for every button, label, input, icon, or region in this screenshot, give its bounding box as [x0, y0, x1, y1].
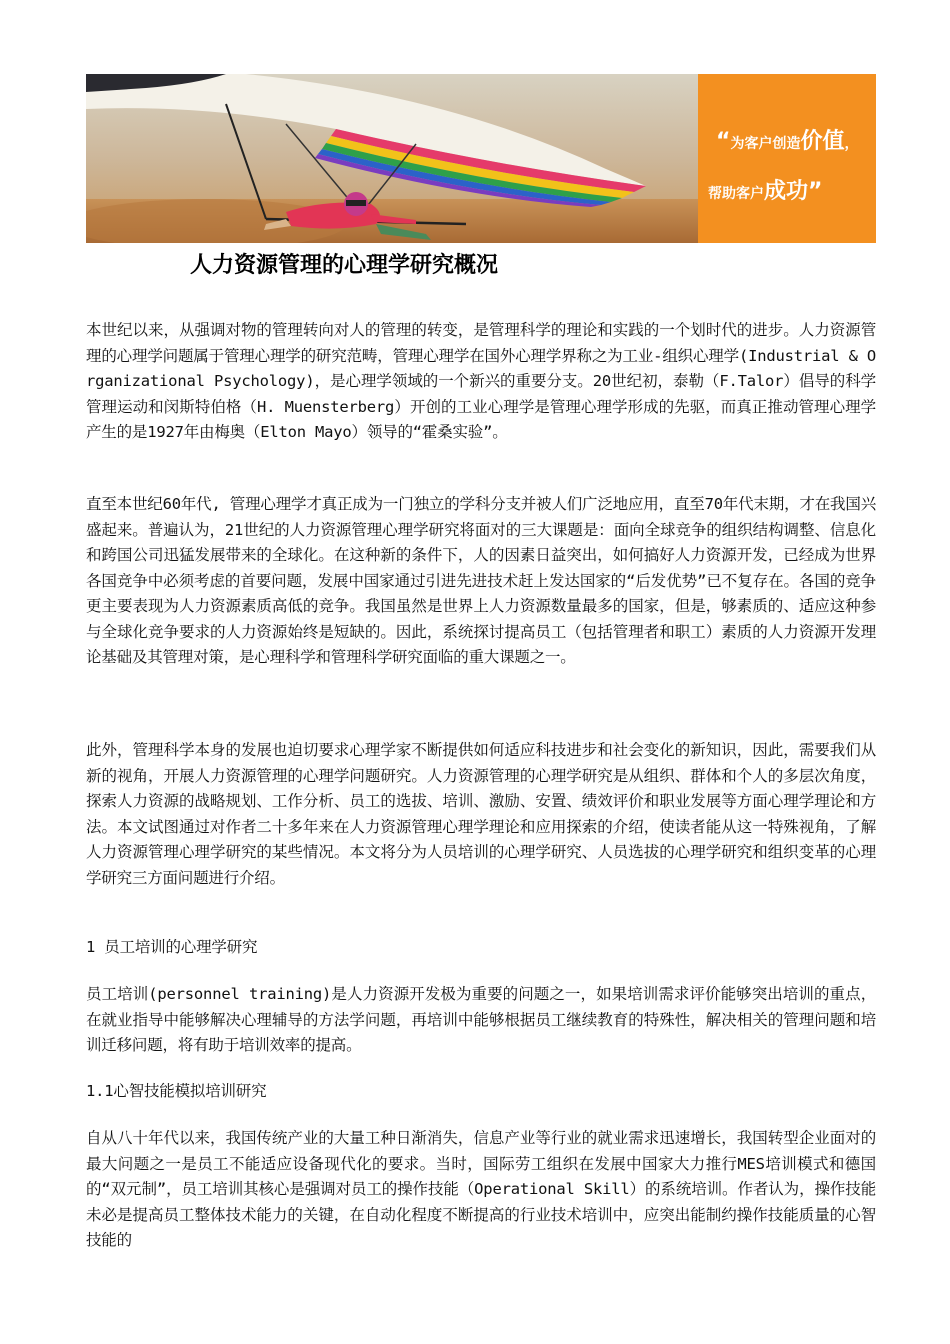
hang-glider-photo: [86, 74, 698, 243]
header-banner: [86, 74, 876, 243]
paragraph-overview: 此外，管理科学本身的发展也迫切要求心理学家不断提供如何适应科技进步和社会变化的新知识，因此，需要我们从新的视角，开展人力资源管理的心理学问题研究。人力资源管理的心理学研究是从组织、群体和个人的多层次角度，探索人力资源的战略规划、工作分析、员工的选拔、培训、激励、安置、绩效评价和职业发展等方面心理学理论和方法。本文试图通过对作者二十多年来在人力资源管理心理学理论和应用探索的介绍，使读者能从这一特殊视角，了解人力资源管理心理学研究的某些情况。本文将分为人员培训的心理学研究、人员选拔的心理学研究和组织变革的心理学研究三方面问题进行介绍。: [86, 741, 876, 887]
slogan-panel: [698, 74, 876, 243]
paragraph-simulation: 自从八十年代以来，我国传统产业的大量工种日渐消失，信息产业等行业的就业需求迅速增长，我国转型企业面对的最大问题之一是员工不能适应设备现代化的要求。当时，国际劳工组织在发展中国家大力推行MES培训模式和德国的“双元制”，员工培训其核心是强调对员工的操作技能（Operational Skill）的系统培训。作者认为，操作技能未必是提高员工整体技术能力的关键，在自动化程度不断提高的行业技术培训中，应突出能制约操作技能质量的心智技能的: [86, 1129, 876, 1249]
slogan-line2-emphasis: 成功: [764, 179, 809, 204]
slogan-close-quote: ”: [808, 179, 823, 204]
slogan-open-quote: “: [716, 129, 731, 154]
document-title: 人力资源管理的心理学研究概况: [190, 252, 499, 278]
section-heading-1-1: 1.1心智技能模拟培训研究: [86, 1082, 267, 1100]
slogan-line2-text: 帮助客户: [708, 186, 764, 202]
slogan-line1-emphasis: 价值: [800, 129, 845, 154]
slogan-line1-punct: ，: [844, 136, 859, 152]
section-heading-1: 1 员工培训的心理学研究: [86, 938, 258, 956]
slogan-line-2: [708, 174, 822, 205]
slogan-line1-text: 为客户创造: [730, 136, 801, 152]
slogan-line-1: [716, 124, 858, 155]
paragraph-training: 员工培训(personnel training)是人力资源开发极为重要的问题之一，如果培训需求评价能够突出培训的重点，在就业指导中能够解决心理辅导的方法学问题，再培训中能够根据员工继续教育的特殊性，解决相关的管理问题和培训迁移问题，将有助于培训效率的提高。: [86, 985, 876, 1054]
paragraph-intro: 本世纪以来，从强调对物的管理转向对人的管理的转变，是管理科学的理论和实践的一个划时代的进步。人力资源管理的心理学问题属于管理心理学的研究范畴，管理心理学在国外心理学界称之为工业-组织心理学(Industrial & Organizational Psychology)，是心理学领域的一个新兴的重要分支。20世纪初，泰勒（F.Talor）倡导的科学管理运动和闵斯特伯格（H. Muensterberg）开创的工业心理学是管理心理学形成的先驱，而真正推动管理心理学产生的是1927年由梅奥（Elton Mayo）领导的“霍桑实验”。: [86, 321, 876, 441]
paragraph-background: 直至本世纪60年代, 管理心理学才真正成为一门独立的学科分支并被人们广泛地应用，直至70年代末期，才在我国兴盛起来。普遍认为，21世纪的人力资源管理心理学研究将面对的三大课题是：面向全球竞争的组织结构调整、信息化和跨国公司迅猛发展带来的全球化。在这种新的条件下，人的因素日益突出，如何搞好人力资源开发，已经成为世界各国竞争中必须考虑的首要问题，发展中国家通过引进先进技术赶上发达国家的“后发优势”已不复存在。各国的竞争更主要表现为人力资源素质高低的竞争。我国虽然是世界上人力资源数量最多的国家，但是，够素质的、适应这种参与全球化竞争要求的人力资源始终是短缺的。因此，系统探讨提高员工（包括管理者和职工）素质的人力资源开发理论基础及其管理对策，是心理科学和管理科学研究面临的重大课题之一。: [86, 495, 876, 666]
